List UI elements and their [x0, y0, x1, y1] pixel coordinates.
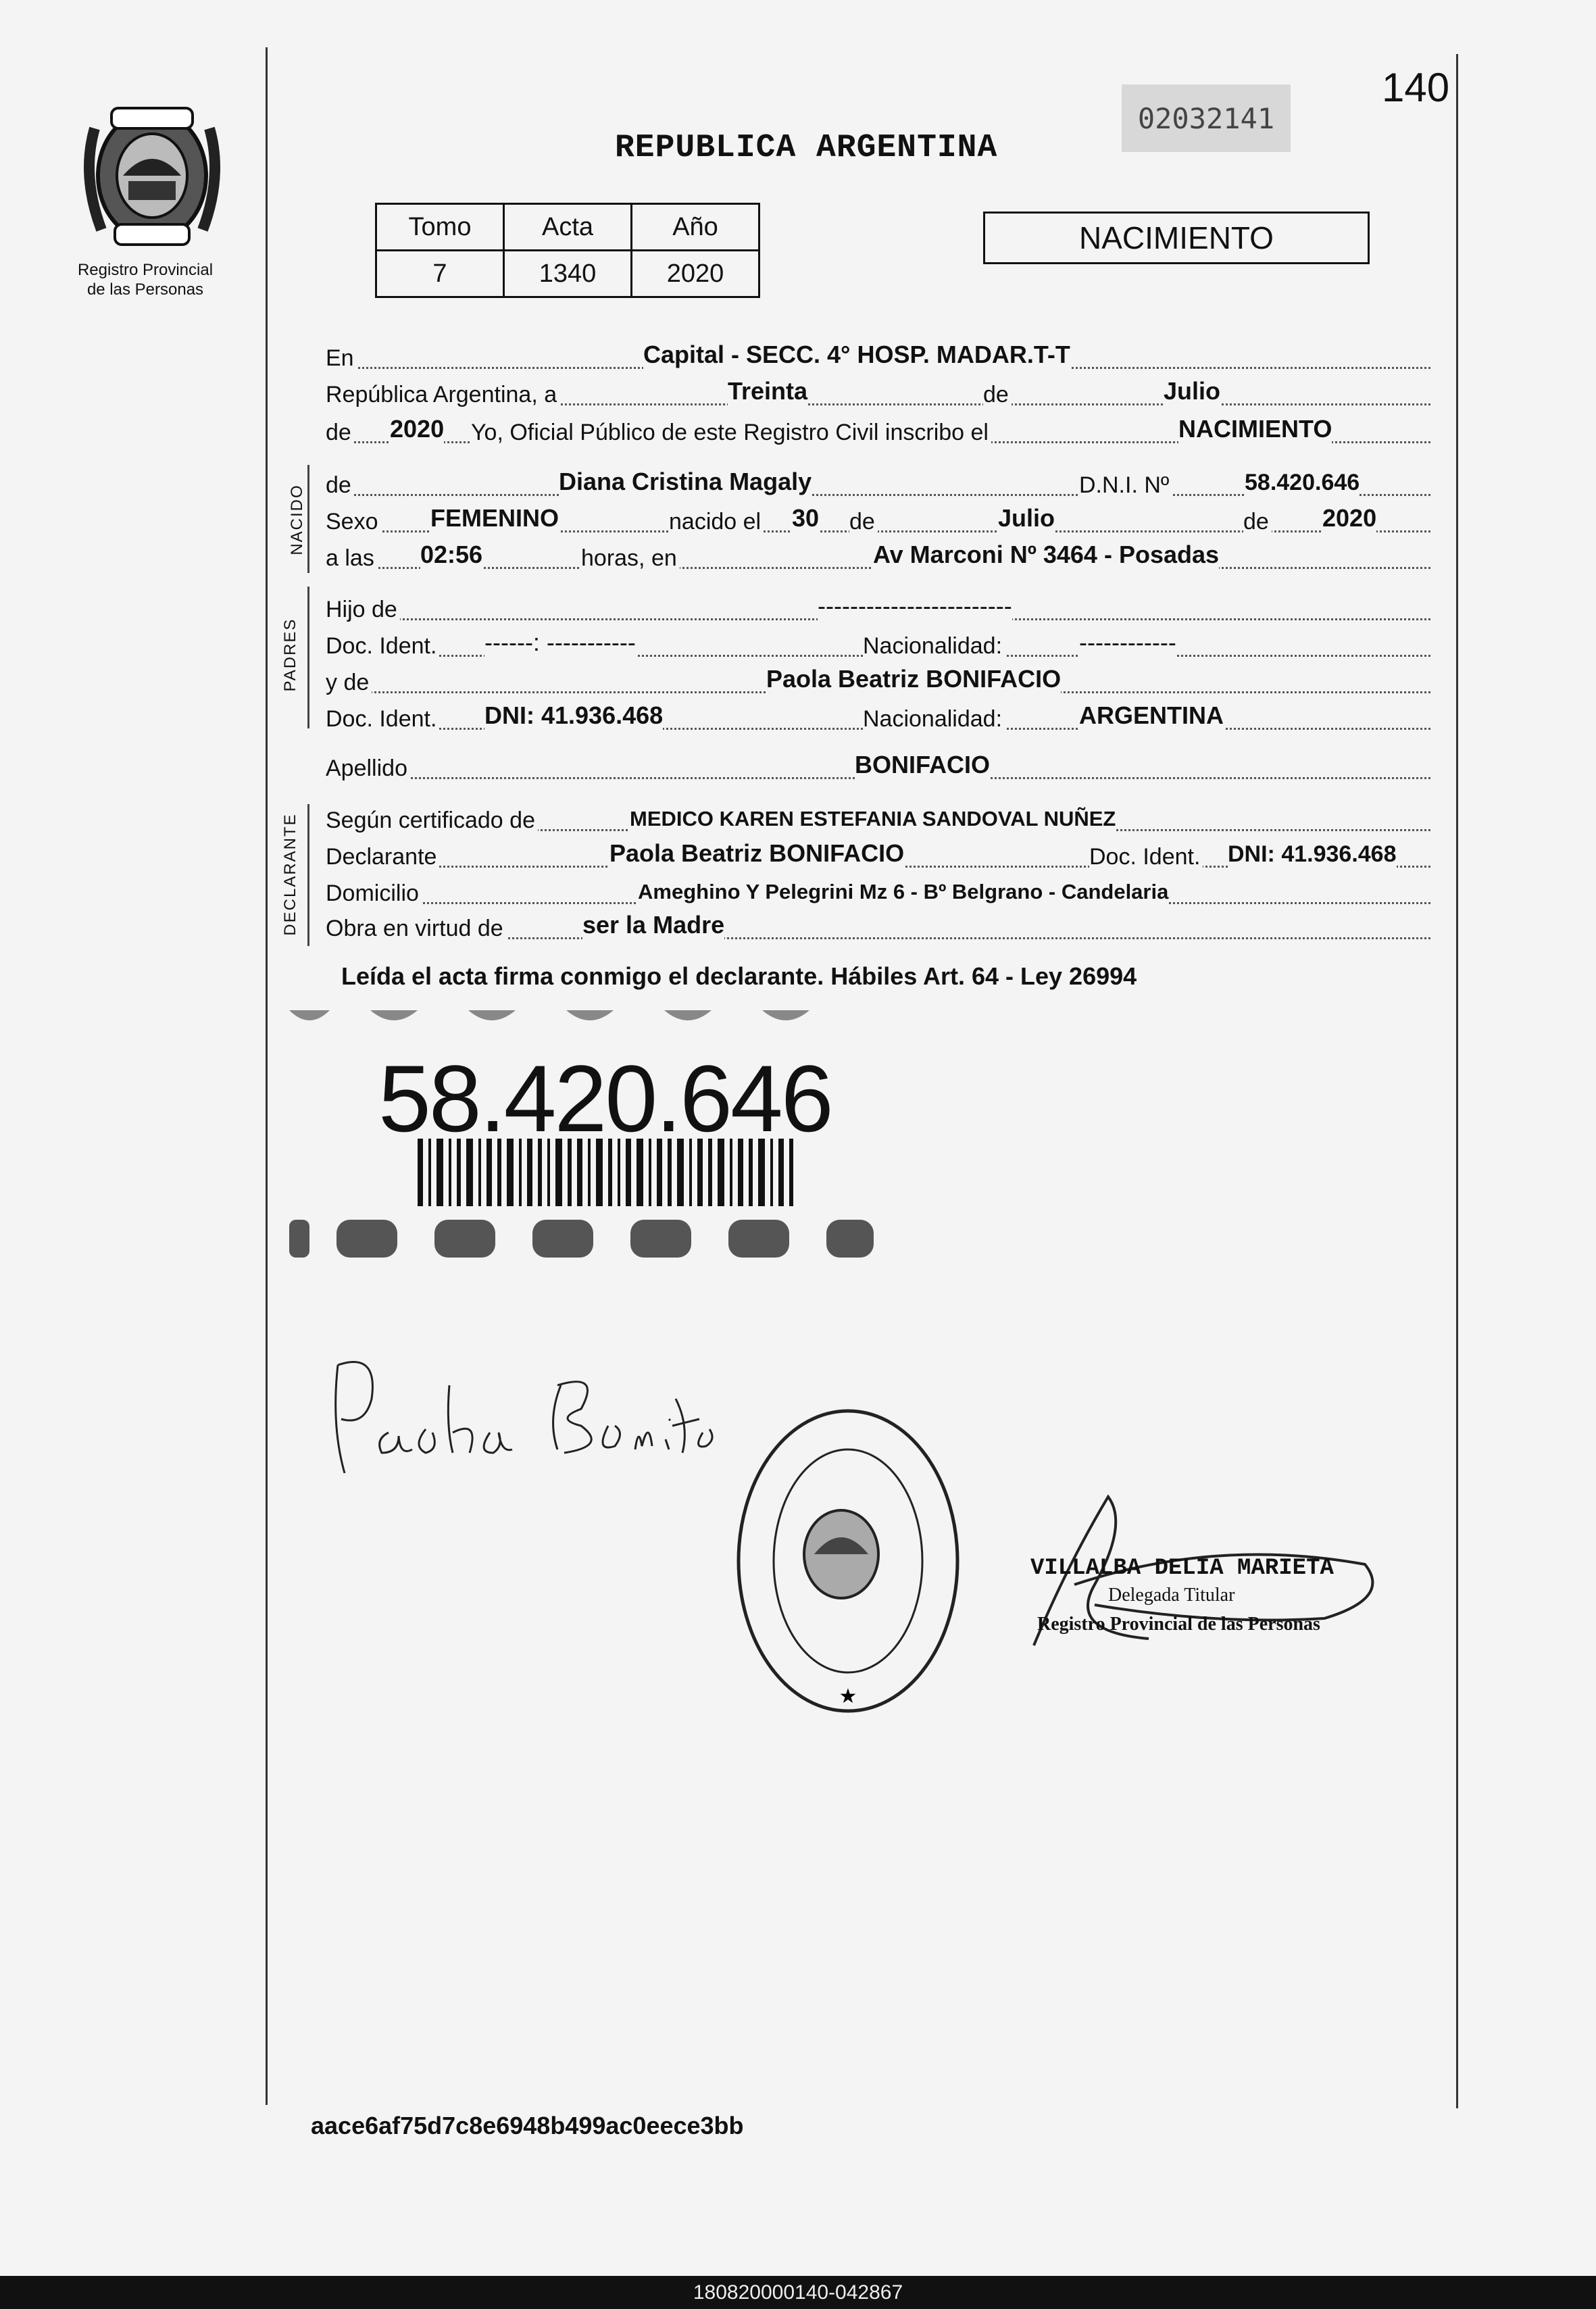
row-obra — [326, 911, 1430, 943]
record-table-value-row — [376, 251, 759, 297]
header-acta: Acta — [504, 204, 632, 251]
republica-label: República Argentina, a — [326, 382, 559, 408]
nacido-de-label: de — [326, 472, 354, 499]
apellido-value: BONIFACIO — [855, 751, 991, 778]
declarante-doc-value: DNI: 41.936.468 — [1228, 841, 1397, 867]
row-nacido-name — [326, 470, 1430, 500]
row-hora — [326, 543, 1430, 573]
row-apellido — [326, 753, 1430, 783]
row-segun — [326, 805, 1430, 835]
sexo-label: Sexo — [326, 509, 381, 535]
mother-doc-value: DNI: 41.936.468 — [484, 701, 664, 729]
de-label: de — [983, 382, 1012, 408]
child-name-value: Diana Cristina Magaly — [559, 468, 812, 495]
nacido-de-label-3: de — [1243, 509, 1272, 535]
dni-label: D.N.I. Nº — [1079, 472, 1172, 499]
nacionalidad-label-1: Nacionalidad: — [863, 633, 1005, 660]
page-number: 140 — [1382, 65, 1450, 110]
logo-caption — [34, 260, 257, 299]
svg-text:★: ★ — [839, 1685, 857, 1708]
mother-name-value: Paola Beatriz BONIFACIO — [766, 665, 1062, 693]
province-logo — [74, 101, 230, 260]
control-number-stamp: 02032141 — [1122, 84, 1291, 152]
day-value: Treinta — [728, 377, 808, 405]
logo-caption-line-2: de las Personas — [86, 280, 204, 299]
mother-nationality-value: ARGENTINA — [1079, 701, 1224, 729]
closing-note: Leída el acta firma conmigo el declarante. Hábiles Art. 64 - Ley 26994 — [341, 962, 1137, 990]
document-type-box: NACIMIENTO — [983, 212, 1370, 264]
record-table-header-row — [376, 204, 759, 251]
nacido-el-label: nacido el — [669, 509, 764, 535]
year-prefix: de — [326, 420, 354, 446]
left-margin-line — [266, 47, 268, 2105]
birth-place-value: Av Marconi Nº 3464 - Posadas — [873, 541, 1220, 568]
year-value: 2020 — [390, 415, 445, 443]
declarante-doc-label: Doc. Ident. — [1089, 844, 1203, 870]
hijo-de-value: ------------------------ — [818, 592, 1012, 620]
row-sexo — [326, 504, 1430, 537]
footer-code: 180820000140-042867 — [693, 2281, 903, 2304]
hijo-de-label: Hijo de — [326, 597, 400, 623]
value-anio: 2020 — [632, 251, 759, 297]
row-year — [326, 415, 1430, 447]
dni-sticker-number: 58.420.646 — [378, 1045, 832, 1151]
birth-month-value: Julio — [998, 504, 1055, 532]
domicilio-value: Ameghino Y Pelegrini Mz 6 - Bº Belgrano - Candelaria — [638, 880, 1169, 903]
record-table — [375, 203, 760, 298]
nacido-section-label: NACIDO — [288, 484, 306, 555]
row-en — [326, 343, 1430, 373]
nacionalidad-label-2: Nacionalidad: — [863, 706, 1005, 733]
birth-year-value: 2020 — [1322, 504, 1377, 532]
padres-bracket — [307, 587, 309, 728]
en-value: Capital - SECC. 4° HOSP. MADAR.T-T — [643, 341, 1070, 368]
nac1-value: ------------ — [1079, 628, 1176, 656]
en-label: En — [326, 345, 357, 372]
horas-en-label: horas, en — [581, 545, 680, 572]
y-de-label: y de — [326, 670, 372, 696]
logo-caption-line-1: Registro Provincial — [77, 261, 214, 279]
domicilio-label: Domicilio — [326, 880, 422, 907]
doc-ident-label-1: Doc. Ident. — [326, 633, 439, 660]
declarante-section-label: DECLARANTE — [281, 813, 299, 936]
official-name: VILLALBA DELIA MARIETA — [1030, 1556, 1334, 1581]
row-doc1 — [326, 628, 1430, 661]
apellido-label: Apellido — [326, 755, 410, 782]
row-doc2 — [326, 701, 1430, 734]
footer-code-bar — [0, 2276, 1596, 2309]
header-anio: Año — [632, 204, 759, 251]
official-role: Delegada Titular — [1108, 1585, 1235, 1606]
a-las-label: a las — [326, 545, 377, 572]
sexo-value: FEMENINO — [430, 504, 559, 532]
official-oval-stamp — [733, 1406, 963, 1720]
nacido-de-label-2: de — [849, 509, 878, 535]
child-dni-value: 58.420.646 — [1245, 470, 1360, 495]
right-margin-line — [1456, 54, 1458, 2108]
yo-text: Yo, Oficial Público de este Registro Civil inscribo el — [471, 420, 991, 446]
official-organization: Registro Provincial de las Personas — [1037, 1614, 1320, 1635]
declarante-label: Declarante — [326, 844, 439, 870]
doc1-value: ------: ----------- — [484, 628, 636, 656]
row-domicilio — [326, 878, 1430, 908]
declarante-signature — [324, 1345, 716, 1483]
value-acta: 1340 — [504, 251, 632, 297]
declarante-bracket — [307, 804, 309, 946]
padres-section-label: PADRES — [281, 618, 299, 692]
nacido-bracket — [307, 465, 309, 573]
obra-label: Obra en virtud de — [326, 916, 506, 942]
row-y-de — [326, 665, 1430, 697]
country-title: REPUBLICA ARGENTINA — [615, 130, 998, 166]
inscribo-value: NACIMIENTO — [1178, 415, 1332, 443]
document-hash: aace6af75d7c8e6948b499ac0eece3bb — [311, 2112, 744, 2139]
row-declarante — [326, 839, 1430, 872]
birth-day-value: 30 — [792, 504, 820, 532]
birth-time-value: 02:56 — [420, 541, 483, 568]
row-hijo-de — [326, 592, 1430, 624]
row-republica — [326, 377, 1430, 409]
declarante-value: Paola Beatriz BONIFACIO — [609, 839, 905, 867]
segun-value: MEDICO KAREN ESTEFANIA SANDOVAL NUÑEZ — [630, 807, 1116, 830]
value-tomo: 7 — [376, 251, 504, 297]
segun-label: Según certificado de — [326, 808, 538, 834]
doc-ident-label-2: Doc. Ident. — [326, 706, 439, 733]
obra-value: ser la Madre — [582, 911, 725, 939]
month-value: Julio — [1164, 377, 1221, 405]
header-tomo: Tomo — [376, 204, 504, 251]
